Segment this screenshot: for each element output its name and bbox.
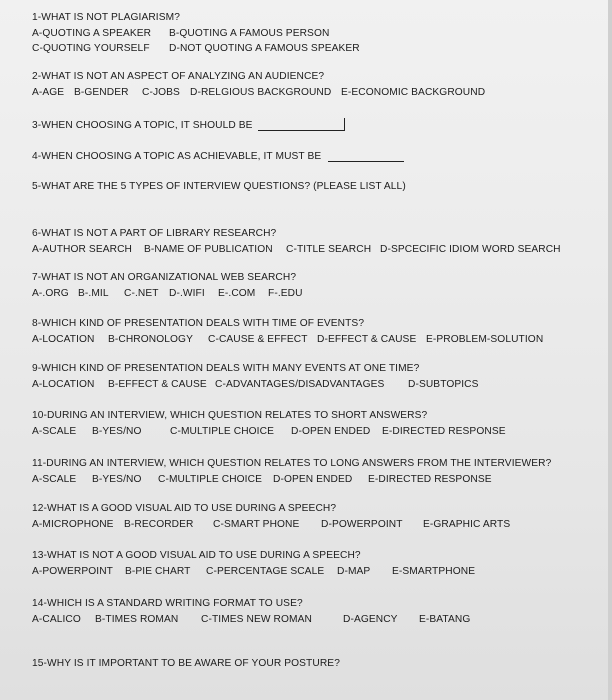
answer-option: A-.ORG [32,287,69,299]
answer-option: C-TIMES NEW ROMAN [201,613,312,625]
question-prompt: 12-WHAT IS A GOOD VISUAL AID TO USE DURING A SPEECH? [32,503,337,514]
question-prompt: 14-WHICH IS A STANDARD WRITING FORMAT TO USE? [32,598,303,609]
answer-option: B-NAME OF PUBLICATION [144,243,273,255]
answer-option: D-EFFECT & CAUSE [317,333,417,345]
answer-option: C-MULTIPLE CHOICE [158,473,262,485]
answer-option: A-SCALE [32,425,77,437]
question-prompt: 5-WHAT ARE THE 5 TYPES OF INTERVIEW QUESTIONS? (PLEASE LIST ALL) [32,181,406,192]
answer-option: E-DIRECTED RESPONSE [368,473,492,485]
answer-option: C-ADVANTAGES/DISADVANTAGES [215,378,385,390]
answer-option: F-.EDU [268,287,303,299]
answer-option: B-GENDER [74,86,129,98]
answer-option: B-YES/NO [92,473,142,485]
answer-option: D-AGENCY [343,613,398,625]
answer-option: B-.MIL [78,287,109,299]
answer-option: B-QUOTING A FAMOUS PERSON [169,27,330,39]
answer-option: E-.COM [218,287,256,299]
answer-option: B-CHRONOLOGY [108,333,193,345]
answer-option: A-AUTHOR SEARCH [32,243,132,255]
answer-option: B-YES/NO [92,425,142,437]
answer-option: D-SPCECIFIC IDIOM WORD SEARCH [380,243,561,255]
answer-option: B-TIMES ROMAN [95,613,179,625]
answer-option: D-OPEN ENDED [291,425,371,437]
answer-option: C-SMART PHONE [213,518,300,530]
answer-option: A-MICROPHONE [32,518,114,530]
question-prompt: 2-WHAT IS NOT AN ASPECT OF ANALYZING AN AUDIENCE? [32,71,325,82]
answer-option: A-QUOTING A SPEAKER [32,27,152,39]
question-prompt: 9-WHICH KIND OF PRESENTATION DEALS WITH MANY EVENTS AT ONE TIME? [32,363,420,374]
answer-option: E-BATANG [419,613,471,625]
answer-blank[interactable] [328,149,404,162]
answer-option: E-ECONOMIC BACKGROUND [341,86,486,98]
question-prompt: 8-WHICH KIND OF PRESENTATION DEALS WITH TIME OF EVENTS? [32,318,365,329]
question-prompt: 11-DURING AN INTERVIEW, WHICH QUESTION RELATES TO LONG ANSWERS FROM THE INTERVIEWER? [32,458,552,469]
answer-option: C-MULTIPLE CHOICE [170,425,274,437]
question-prompt: 7-WHAT IS NOT AN ORGANIZATIONAL WEB SEARCH? [32,272,297,283]
question-prompt: 3-WHEN CHOOSING A TOPIC, IT SHOULD BE [32,120,253,131]
question-prompt: 4-WHEN CHOOSING A TOPIC AS ACHIEVABLE, IT MUST BE [32,151,322,162]
answer-option: C-PERCENTAGE SCALE [206,565,325,577]
answer-option: B-EFFECT & CAUSE [108,378,207,390]
page-edge-shadow [608,0,612,700]
answer-option: C-TITLE SEARCH [286,243,372,255]
question-prompt: 15-WHY IS IT IMPORTANT TO BE AWARE OF YOUR POSTURE? [32,658,340,669]
answer-option: C-CAUSE & EFFECT [208,333,308,345]
answer-option: D-POWERPOINT [321,518,403,530]
question-prompt: 10-DURING AN INTERVIEW, WHICH QUESTION RELATES TO SHORT ANSWERS? [32,410,428,421]
answer-option: E-GRAPHIC ARTS [423,518,511,530]
answer-option: E-PROBLEM-SOLUTION [426,333,544,345]
answer-blank[interactable] [258,118,345,131]
answer-option: A-CALICO [32,613,81,625]
question-prompt: 1-WHAT IS NOT PLAGIARISM? [32,12,180,23]
question-prompt: 6-WHAT IS NOT A PART OF LIBRARY RESEARCH? [32,228,277,239]
answer-option: D-SUBTOPICS [408,378,479,390]
answer-option: C-QUOTING YOURSELF [32,43,150,54]
answer-option: D-MAP [337,565,371,577]
answer-option: A-LOCATION [32,333,95,345]
answer-option: D-NOT QUOTING A FAMOUS SPEAKER [169,43,360,54]
answer-option: D-OPEN ENDED [273,473,353,485]
answer-option: E-SMARTPHONE [392,565,476,577]
answer-option: B-RECORDER [124,518,194,530]
answer-option: A-SCALE [32,473,77,485]
answer-option: C-.NET [124,287,159,299]
answer-option: A-AGE [32,86,65,98]
question-prompt: 13-WHAT IS NOT A GOOD VISUAL AID TO USE DURING A SPEECH? [32,550,361,561]
answer-option: D-.WIFI [169,287,205,299]
answer-option: A-POWERPOINT [32,565,114,577]
answer-option: A-LOCATION [32,378,95,390]
answer-option: C-JOBS [142,86,180,98]
answer-option: B-PIE CHART [125,565,191,577]
answer-option: D-RELGIOUS BACKGROUND [190,86,332,98]
answer-option: E-DIRECTED RESPONSE [382,425,506,437]
